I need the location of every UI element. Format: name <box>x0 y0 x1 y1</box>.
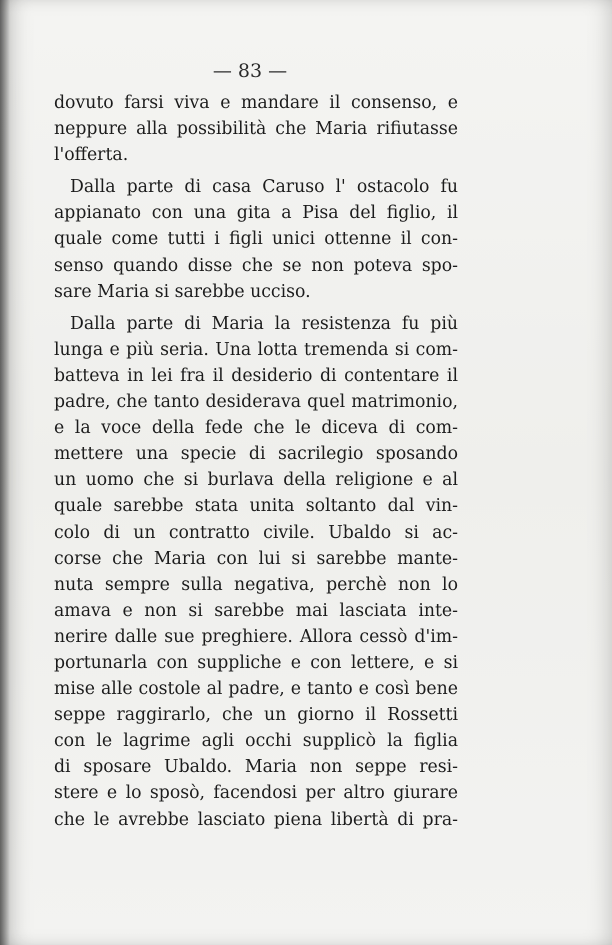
text-line: mettere una specie di sacrilegio sposando <box>54 444 458 465</box>
text-line: portunarla con suppliche e con lettere, e si <box>54 652 458 673</box>
text-line: stere e lo sposò, facendosi per altro giurare <box>54 783 458 804</box>
text-line: amava e non si sarebbe mai lasciata inte- <box>54 600 458 621</box>
text-line: nerire dalle sue preghiere. Allora cessò d'im- <box>54 626 458 647</box>
page-binding-shadow <box>0 0 10 945</box>
paragraph <box>54 174 458 304</box>
text-line: con le lagrime agli occhi supplicò la figlia <box>54 731 458 752</box>
text-line: quale sarebbe stata unita soltanto dal vin- <box>54 496 458 517</box>
paragraph <box>54 90 458 168</box>
text-line: dovuto farsi viva e mandare il consenso, e <box>54 93 458 113</box>
text-line: l'offerta. <box>54 145 129 166</box>
text-line: corse che Maria con lui si sarebbe mante- <box>54 548 458 569</box>
text-line: batteva in lei fra il desiderio di contentare il <box>54 365 458 386</box>
text-line: mise alle costole al padre, e tanto e così bene <box>54 679 458 700</box>
body-text <box>54 90 458 833</box>
text-line: sare Maria si sarebbe ucciso. <box>54 281 311 302</box>
text-line: appianato con una gita a Pisa del figlio, il <box>54 203 458 224</box>
text-line: di sposare Ubaldo. Maria non seppe resi- <box>54 757 458 778</box>
text-line: senso quando disse che se non poteva spo- <box>54 255 458 276</box>
text-line: colo di un contratto civile. Ubaldo si ac- <box>54 522 458 543</box>
text-line: neppure alla possibilità che Maria rifiutasse <box>54 119 458 140</box>
text-line: Dalla parte di Maria la resistenza fu più <box>70 313 458 334</box>
text-line: nuta sempre sulla negativa, perchè non lo <box>54 574 458 595</box>
text-line: Dalla parte di casa Caruso l' ostacolo fu <box>70 177 458 198</box>
text-line: quale come tutti i figli unici ottenne il con- <box>54 229 458 250</box>
text-line: un uomo che si burlava della religione e al <box>54 470 458 491</box>
text-line: padre, che tanto desiderava quel matrimonio, <box>54 392 458 413</box>
paragraph <box>54 311 458 833</box>
text-line: lunga e più seria. Una lotta tremenda si com- <box>54 339 458 360</box>
text-line: seppe raggirarlo, che un giorno il Rossetti <box>54 705 458 726</box>
page-number: — 83 — <box>212 60 288 82</box>
text-line: che le avrebbe lasciato piena libertà di pra- <box>54 809 458 830</box>
text-line: e la voce della fede che le diceva di com- <box>54 418 458 439</box>
